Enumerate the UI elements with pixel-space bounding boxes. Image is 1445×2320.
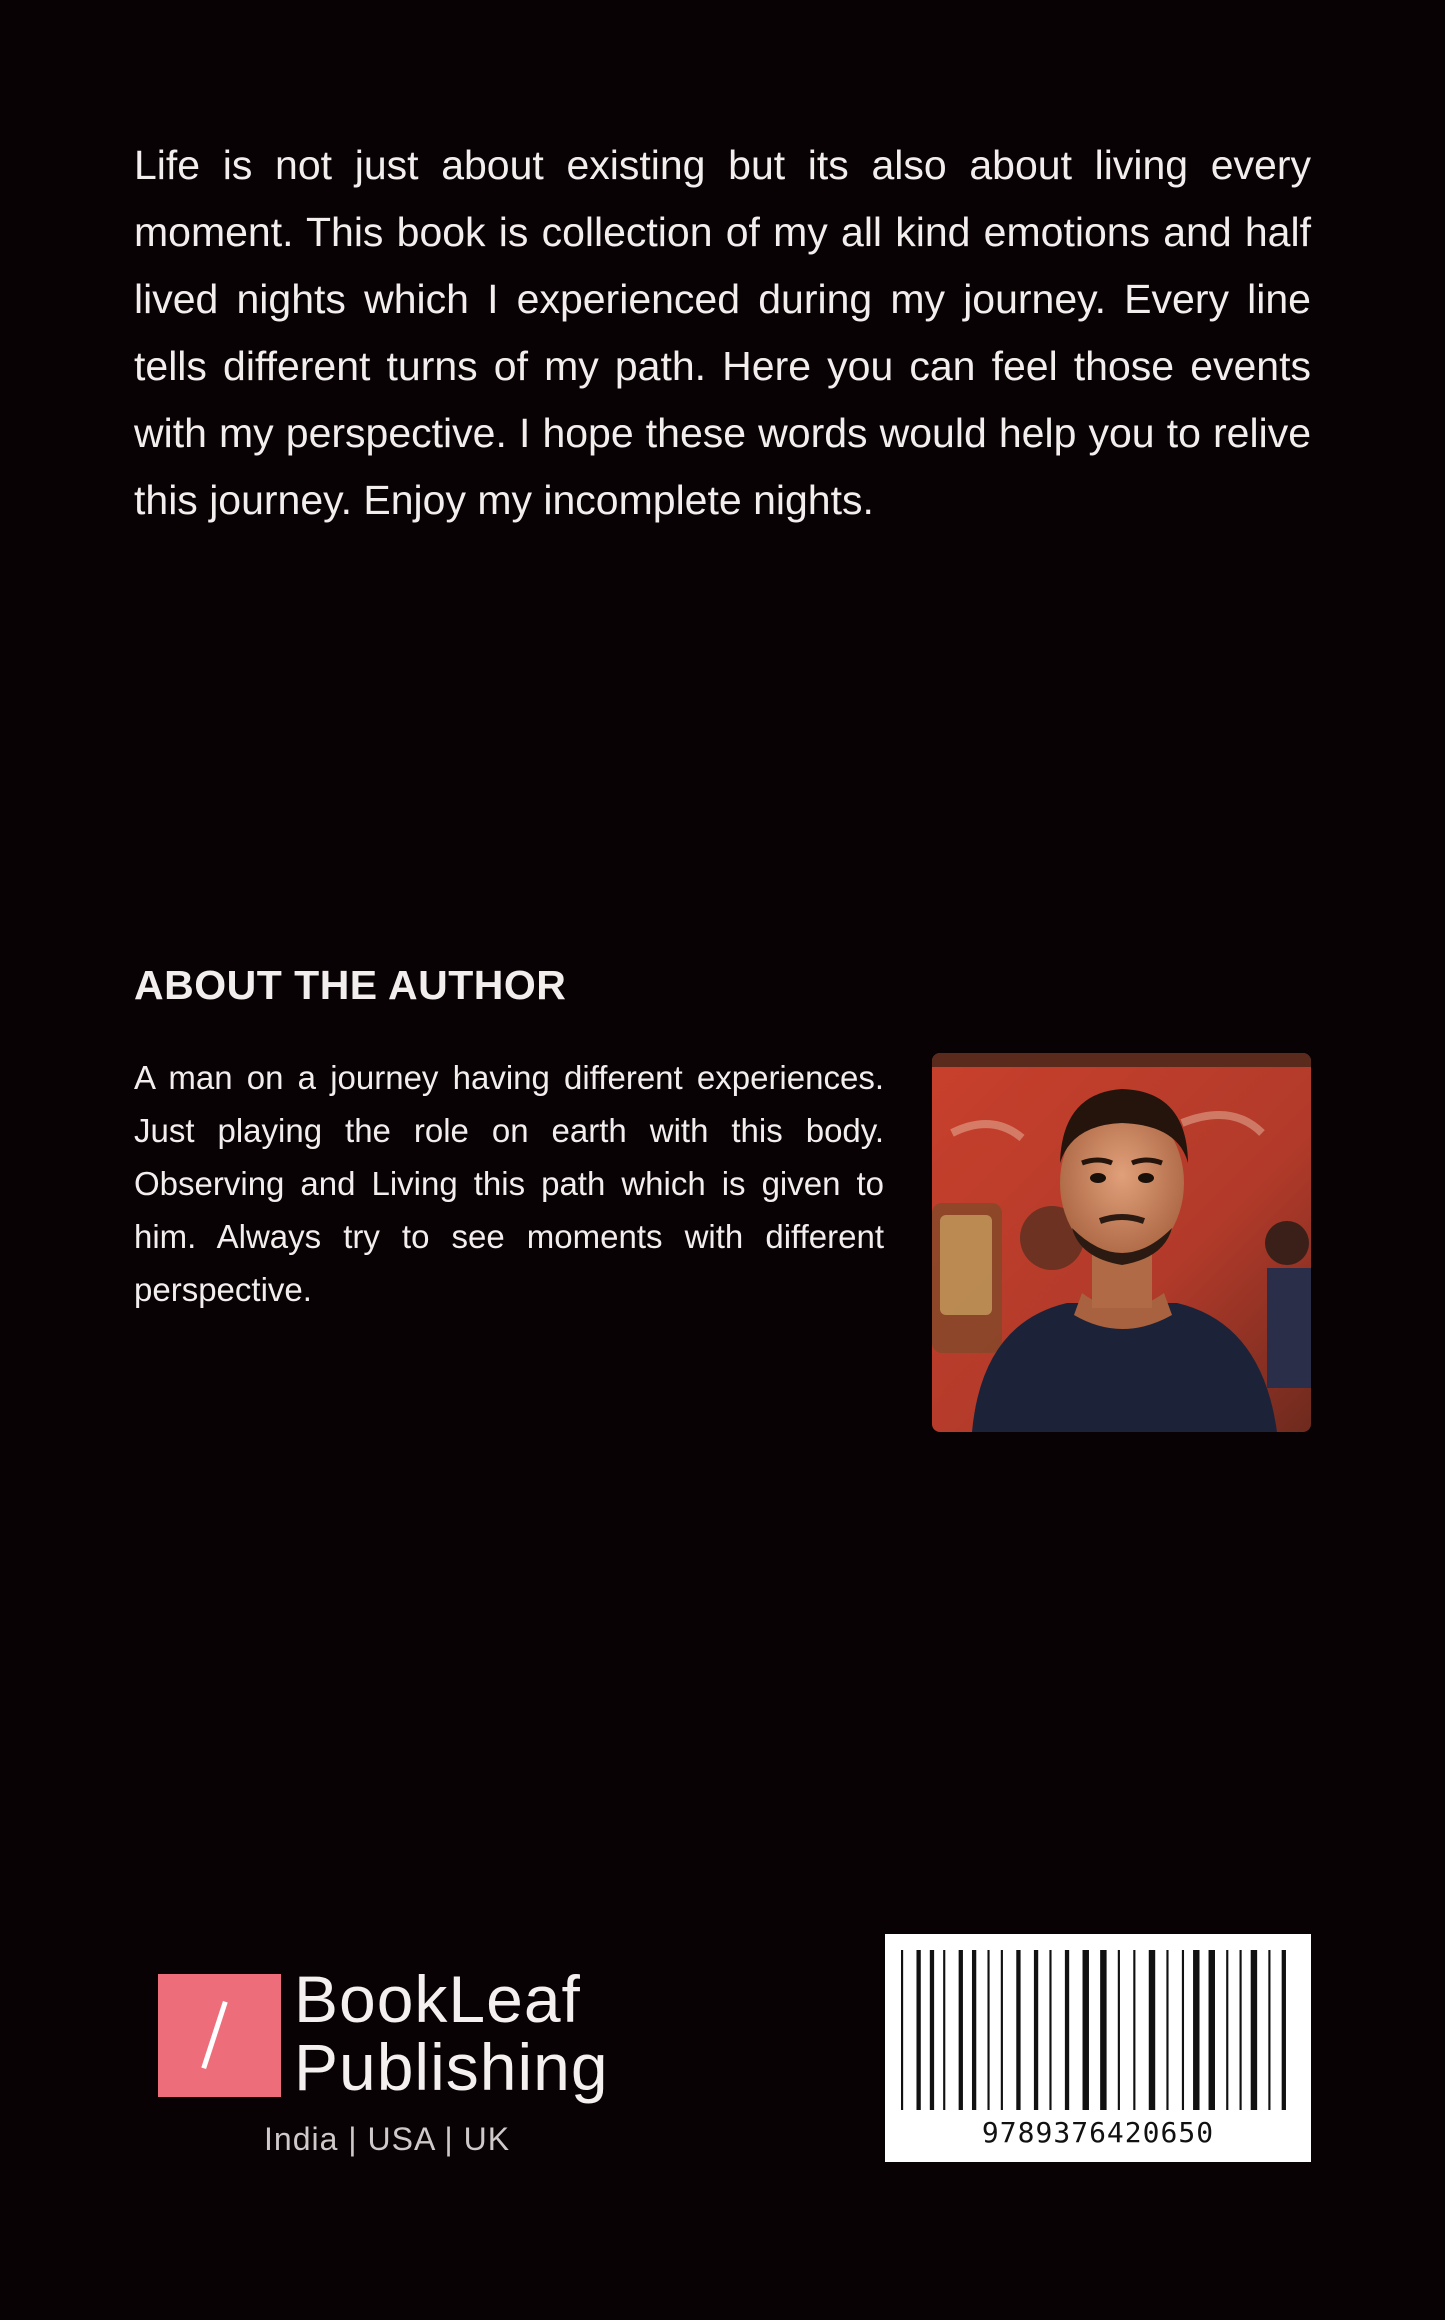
barcode-bar bbox=[1209, 1950, 1215, 2110]
barcode-bar bbox=[1034, 1950, 1038, 2110]
barcode-bar bbox=[1251, 1950, 1257, 2110]
barcode-bar bbox=[943, 1950, 945, 2110]
publisher-regions: India | USA | UK bbox=[264, 2121, 511, 2157]
barcode-bar bbox=[959, 1950, 963, 2110]
publisher-mark-icon bbox=[158, 1974, 281, 2097]
barcode-bar bbox=[1118, 1950, 1120, 2110]
barcode-bar bbox=[1083, 1950, 1089, 2110]
barcode-bar bbox=[1001, 1950, 1003, 2110]
barcode-bar bbox=[1193, 1950, 1199, 2110]
barcode-bar bbox=[1133, 1950, 1135, 2110]
barcode-bar bbox=[1065, 1950, 1069, 2110]
barcode-bar bbox=[930, 1950, 934, 2110]
publisher-name-line1: BookLeaf bbox=[294, 1962, 581, 2036]
barcode-bar bbox=[1182, 1950, 1184, 2110]
isbn-number: 9789376420650 bbox=[981, 2116, 1215, 2149]
barcode-bar bbox=[1049, 1950, 1051, 2110]
barcode-bar bbox=[1149, 1950, 1155, 2110]
publisher-logo bbox=[158, 1962, 618, 2166]
barcode-bar bbox=[901, 1950, 903, 2110]
barcode-bars bbox=[901, 1950, 1295, 2110]
barcode-bar bbox=[1268, 1950, 1270, 2110]
author-photo bbox=[932, 1053, 1311, 1432]
barcode-bar bbox=[1166, 1950, 1168, 2110]
isbn-barcode bbox=[885, 1934, 1311, 2162]
back-cover-blurb: Life is not just about existing but its also about living every moment. This book is collection of my all kind emotions and half lived nights which I experienced during my journey. Every line tells different turns of my path. Here you can feel those events with my perspective. I hope these words would help you to relive this journey. Enjoy my incomplete nights. bbox=[134, 142, 1311, 523]
about-author-text: A man on a journey having different experiences. Just playing the role on earth with this body. Observing and Living this path which is given to him. Always try to see moments with different perspective. bbox=[134, 1059, 884, 1308]
barcode-bar bbox=[1100, 1950, 1106, 2110]
barcode-bar bbox=[916, 1950, 920, 2110]
publisher-name-line2: Publishing bbox=[294, 2030, 609, 2104]
barcode-bar bbox=[972, 1950, 976, 2110]
barcode-bar bbox=[1282, 1950, 1286, 2110]
barcode-bar bbox=[1240, 1950, 1242, 2110]
about-author-heading: ABOUT THE AUTHOR bbox=[134, 962, 567, 1008]
barcode-bar bbox=[987, 1950, 989, 2110]
barcode-bar bbox=[1016, 1950, 1020, 2110]
barcode-bar bbox=[1226, 1950, 1228, 2110]
